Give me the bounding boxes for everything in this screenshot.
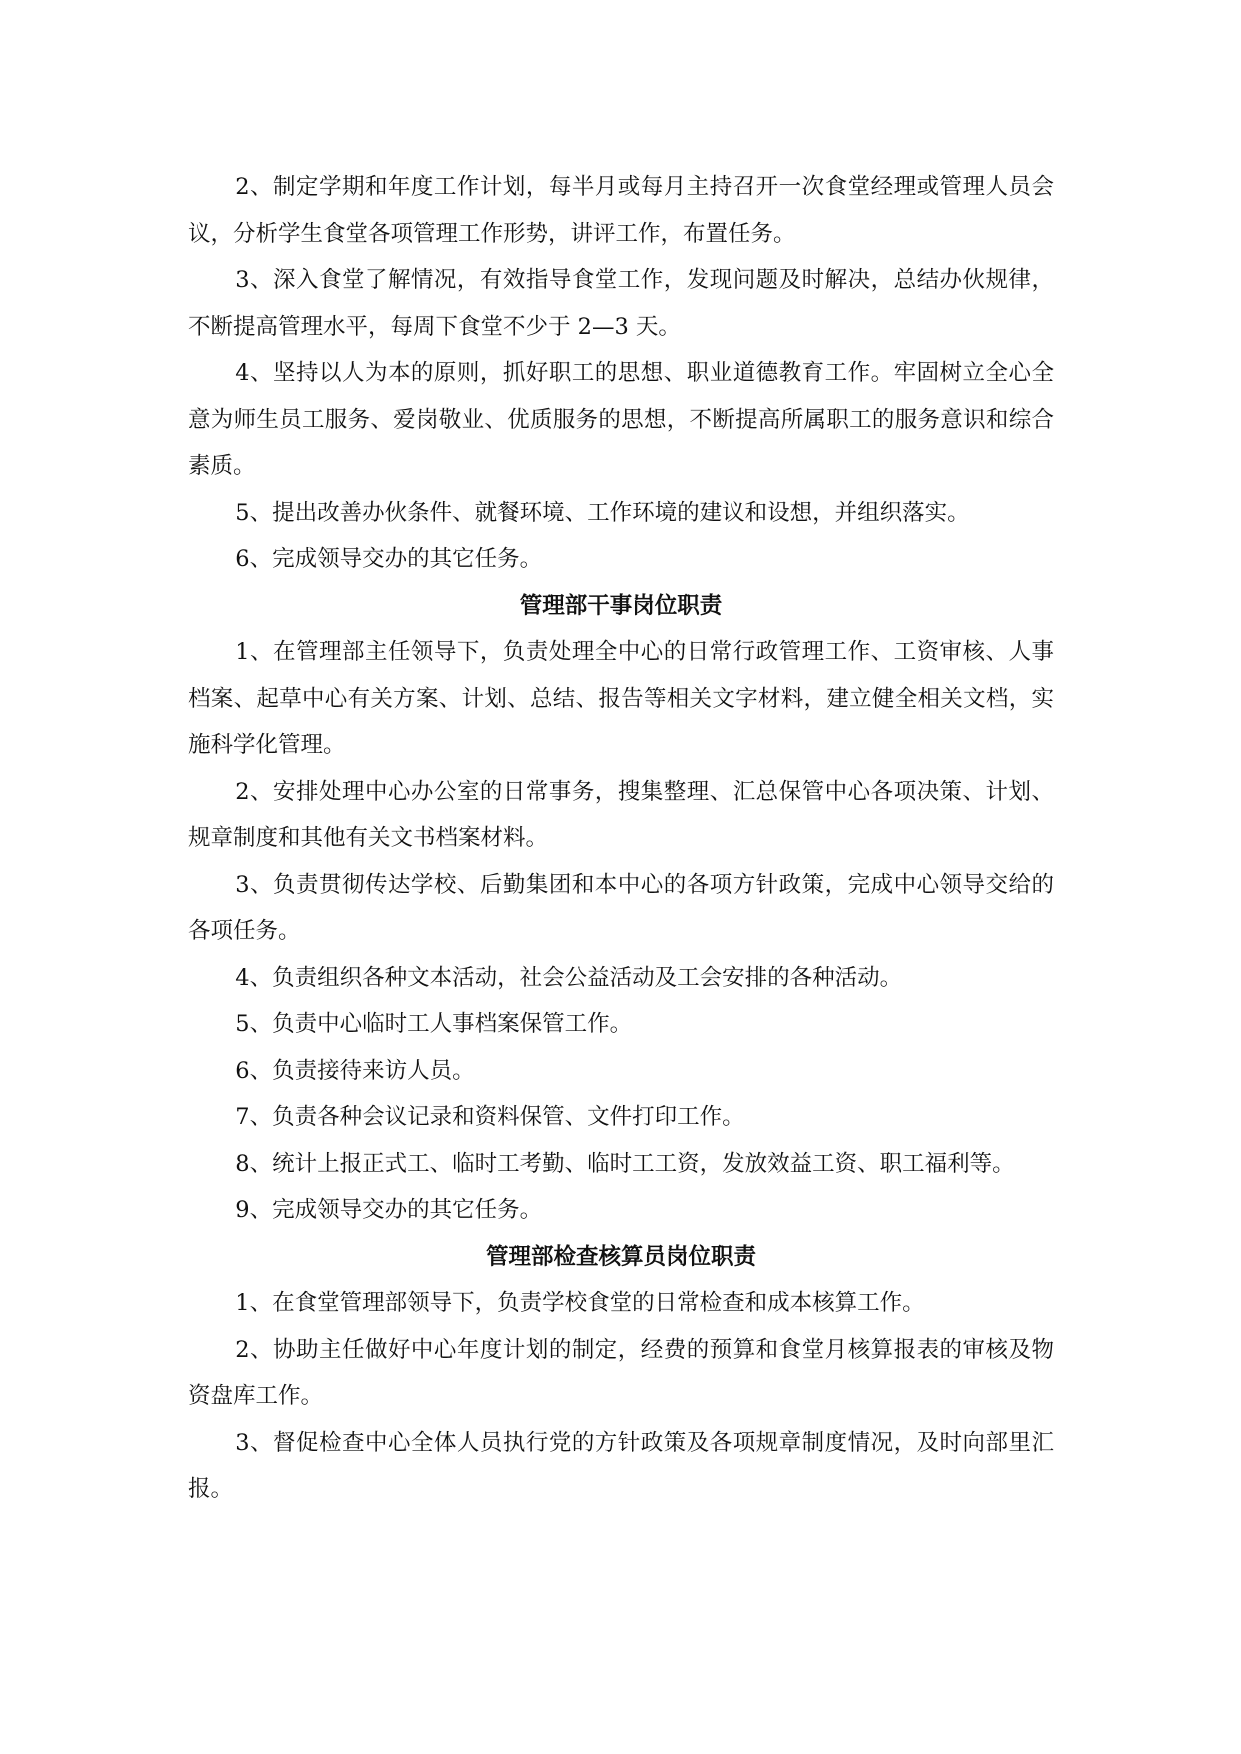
paragraph: 2、制定学期和年度工作计划，每半月或每月主持召开一次食堂经理或管理人员会议，分析学生食堂各项管理工作形势，讲评工作，布置任务。 [188, 174, 1054, 247]
paragraph: 3、督促检查中心全体人员执行党的方针政策及各项规章制度情况，及时向部里汇报。 [188, 1429, 1054, 1502]
document-page [188, 164, 1054, 1513]
paragraph: 4、负责组织各种文本活动，社会公益活动及工会安排的各种活动。 [235, 964, 903, 991]
paragraph: 6、完成领导交办的其它任务。 [235, 546, 543, 572]
section-heading: 管理部检查核算员岗位职责 [485, 1243, 756, 1270]
paragraph: 1、在管理部主任领导下，负责处理全中心的日常行政管理工作、工资审核、人事档案、起草中心有关方案、计划、总结、报告等相关文字材料，建立健全相关文档，实施科学化管理。 [188, 639, 1054, 758]
paragraph: 5、负责中心临时工人事档案保管工作。 [235, 1011, 633, 1037]
paragraph: 1、在食堂管理部领导下，负责学校食堂的日常检查和成本核算工作。 [235, 1290, 925, 1316]
paragraph: 4、坚持以人为本的原则，抓好职工的思想、职业道德教育工作。牢固树立全心全意为师生员工服务、爱岗敬业、优质服务的思想，不断提高所属职工的服务意识和综合素质。 [188, 360, 1054, 479]
paragraph: 6、负责接待来访人员。 [235, 1057, 475, 1084]
paragraph: 7、负责各种会议记录和资料保管、文件打印工作。 [235, 1104, 745, 1130]
paragraph: 5、提出改善办伙条件、就餐环境、工作环境的建议和设想，并组织落实。 [235, 499, 970, 526]
paragraph: 3、负责贯彻传达学校、后勤集团和本中心的各项方针政策，完成中心领导交给的各项任务。 [188, 871, 1054, 944]
paragraph: 2、协助主任做好中心年度计划的制定，经费的预算和食堂月核算报表的审核及物资盘库工作。 [188, 1336, 1054, 1409]
paragraph: 3、深入食堂了解情况，有效指导食堂工作，发现问题及时解决，总结办伙规律，不断提高管理水平，每周下食堂不少于 2—3 天。 [188, 267, 1054, 340]
paragraph: 8、统计上报正式工、临时工考勤、临时工工资，发放效益工资、职工福利等。 [235, 1150, 1015, 1177]
paragraph: 2、安排处理中心办公室的日常事务，搜集整理、汇总保管中心各项决策、计划、规章制度和其他有关文书档案材料。 [188, 778, 1054, 851]
paragraph: 9、完成领导交办的其它任务。 [235, 1197, 543, 1223]
section-heading: 管理部干事岗位职责 [519, 592, 723, 619]
